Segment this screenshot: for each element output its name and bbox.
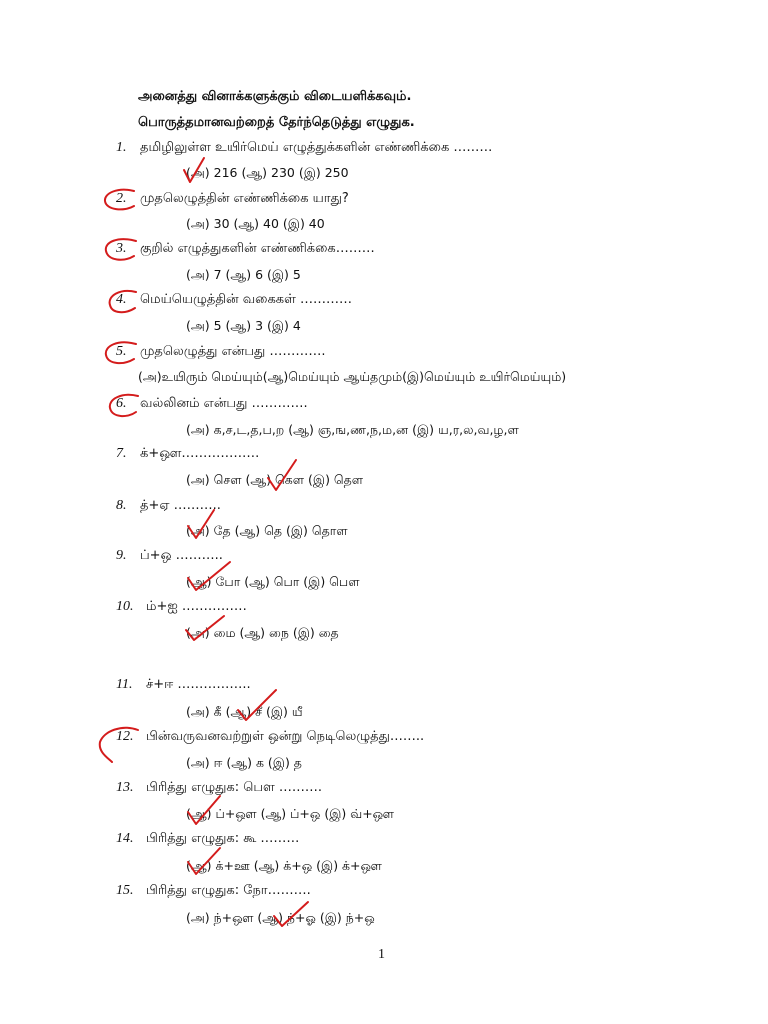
question-number: 11. [116, 677, 133, 692]
question-number: 3. [116, 241, 127, 256]
question-12 [116, 727, 424, 747]
question-7 [116, 444, 259, 464]
question-2 [116, 189, 349, 209]
options-2: (அ) 30 (ஆ) 40 (இ) 40 [186, 216, 325, 231]
options-11: (அ) கீ (ஆ) சீ (இ) யீ [186, 704, 303, 719]
question-number: 15. [116, 883, 134, 898]
question-5 [116, 342, 326, 362]
question-number: 1. [116, 140, 127, 155]
question-text: வல்லினம் என்பது …………. [140, 396, 308, 411]
question-8 [116, 496, 221, 516]
question-9 [116, 546, 223, 566]
question-4 [116, 290, 352, 310]
options-4: (அ) 5 (ஆ) 3 (இ) 4 [186, 318, 301, 333]
options-13: (ஆ) ப்+ஔ (ஆ) ப்+ஒ (இ) வ்+ஔ [186, 806, 394, 821]
question-14 [116, 829, 299, 849]
options-15: (அ) ந்+ஔ (ஆ) ந்+ஓ (இ) ந்+ஒ [186, 910, 375, 925]
question-text: பிரித்து எழுதுக: நோ………. [146, 883, 311, 898]
question-1 [116, 138, 492, 158]
question-number: 9. [116, 548, 127, 563]
options-14: (ஆ) க்+ஊ (ஆ) க்+ஒ (இ) க்+ஔ [186, 858, 382, 873]
question-text: மெய்யெழுத்தின் வகைகள் ………… [140, 292, 352, 307]
question-text: த்+ஏ ……….. [140, 498, 221, 513]
question-10 [116, 597, 247, 617]
question-text: குறில் எழுத்துகளின் எண்ணிக்கை……… [140, 241, 375, 256]
question-text: க்+ஔ……………… [140, 446, 260, 461]
options-10: (அ) மை (ஆ) நை (இ) தை [186, 625, 339, 640]
question-3 [116, 239, 375, 259]
question-text: பிரித்து எழுதுக: கூ ……… [146, 831, 300, 846]
page-number: 1 [378, 947, 385, 962]
question-number: 5. [116, 344, 127, 359]
question-11 [116, 675, 251, 695]
question-text: பின்வருவனவற்றுள் ஒன்று நெடிலெழுத்து…….. [146, 729, 425, 744]
question-13 [116, 778, 322, 798]
question-number: 2. [116, 191, 127, 206]
question-text: முதலெழுத்து என்பது …………. [140, 344, 326, 359]
options-6: (அ) க,ச,ட,த,ப,ற (ஆ) ஞ,ங,ண,ந,ம,ன (இ) ய,ர,ல,வ,ழ,ள [186, 422, 519, 437]
question-number: 10. [116, 599, 134, 614]
question-text: ப்+ஒ ……….. [140, 548, 223, 563]
options-3: (அ) 7 (ஆ) 6 (இ) 5 [186, 267, 301, 282]
question-15 [116, 881, 311, 901]
question-text: முதலெழுத்தின் எண்ணிக்கை யாது? [140, 191, 349, 206]
question-text: ச்+ஈ …………….. [146, 677, 251, 692]
options-9: (ஆ) போ (ஆ) பொ (இ) பௌ [186, 574, 360, 589]
question-number: 6. [116, 396, 127, 411]
question-text: பிரித்து எழுதுக: பௌ ………. [146, 780, 323, 795]
options-12: (அ) ஈ (ஆ) க (இ) த [186, 755, 302, 770]
options-7: (அ) சௌ (ஆ) கௌ (இ) தௌ [186, 472, 364, 487]
question-text: தமிழிலுள்ள உயிர்மெய் எழுத்துக்களின் எண்ணிக்கை ……… [140, 140, 493, 155]
question-number: 12. [116, 729, 134, 744]
options-5: (அ)உயிரும் மெய்யும்(ஆ)மெய்யும் ஆய்தமும்(இ)மெய்யும் உயிர்மெய்யும்) [138, 369, 567, 384]
question-number: 13. [116, 780, 134, 795]
options-1: (அ) 216 (ஆ) 230 (இ) 250 [186, 165, 349, 180]
options-8: (அ) தே (ஆ) தெ (இ) தொள [186, 523, 348, 538]
question-number: 4. [116, 292, 127, 307]
instruction-choose-correct: பொருத்தமானவற்றைத் தேர்ந்தெடுத்து எழுதுக. [138, 115, 415, 130]
question-6 [116, 394, 308, 414]
question-number: 8. [116, 498, 127, 513]
question-text: ம்+ஐ …………… [146, 599, 247, 614]
question-number: 7. [116, 446, 127, 461]
instruction-answer-all: அனைத்து வினாக்களுக்கும் விடையளிக்கவும். [138, 89, 412, 104]
question-number: 14. [116, 831, 134, 846]
